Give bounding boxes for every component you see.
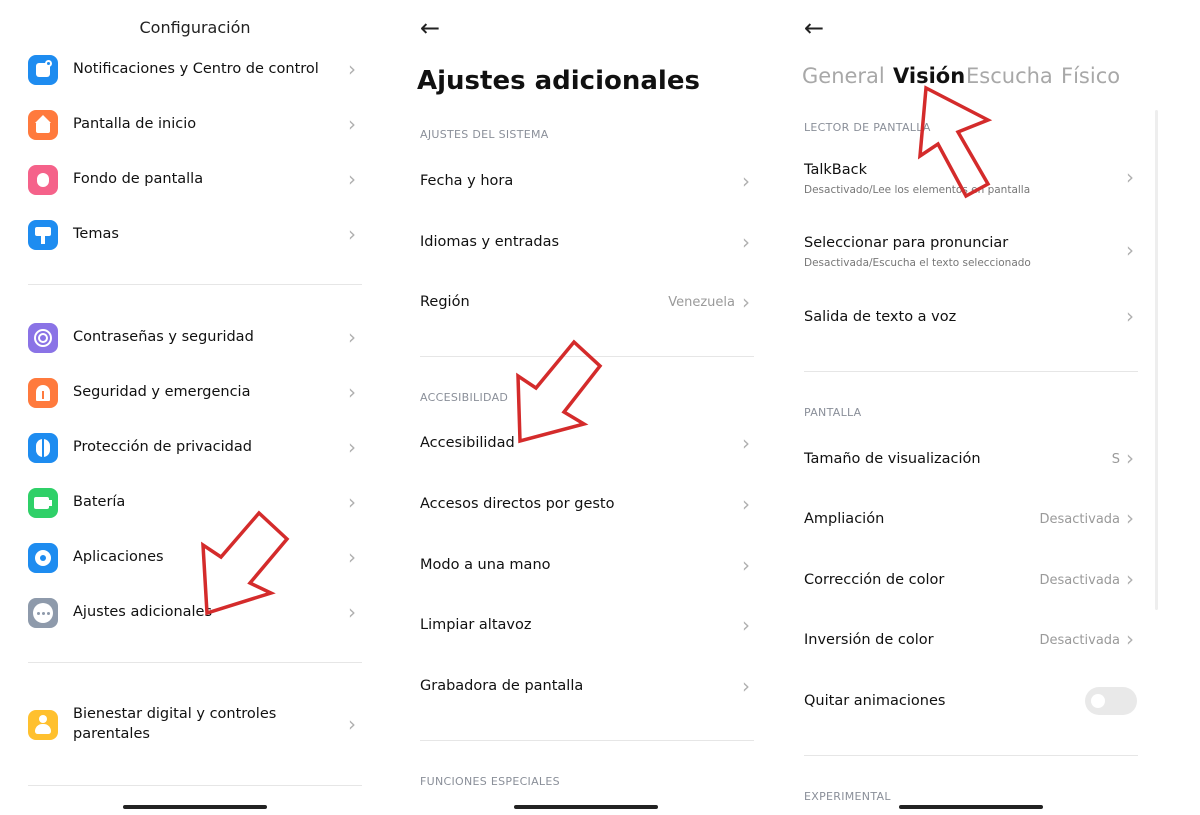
menu-item-label: Fondo de pantalla xyxy=(73,171,204,187)
menu-item-color-correction[interactable] xyxy=(780,557,1150,607)
tab-hearing[interactable]: Escucha xyxy=(966,64,1053,88)
section-header: FUNCIONES ESPECIALES xyxy=(420,775,560,788)
menu-item-subtitle: Desactivado/Lee los elementos en pantalla xyxy=(804,184,1031,196)
chevron-right-icon: › xyxy=(348,167,356,191)
menu-item-label: Salida de texto a voz xyxy=(804,309,957,325)
chevron-right-icon: › xyxy=(1126,567,1134,591)
menu-item-label: Contraseñas y seguridad xyxy=(73,329,254,345)
battery-icon xyxy=(28,488,58,518)
chevron-right-icon: › xyxy=(742,553,750,577)
menu-item-label: Pantalla de inicio xyxy=(73,116,197,132)
menu-item-label: Quitar animaciones xyxy=(804,693,946,709)
section-header: ACCESIBILIDAD xyxy=(420,391,509,404)
divider xyxy=(420,740,754,741)
chevron-right-icon: › xyxy=(742,230,750,254)
menu-item-remove-animations xyxy=(780,678,1150,728)
menu-item-label: Idiomas y entradas xyxy=(420,234,560,250)
menu-item-label: Aplicaciones xyxy=(73,549,164,565)
remove-animations-toggle[interactable] xyxy=(1085,687,1137,715)
chevron-right-icon: › xyxy=(1126,304,1134,328)
tab-vision[interactable]: Visión xyxy=(893,64,966,88)
menu-item-magnification[interactable] xyxy=(780,496,1150,546)
menu-item-label: Ajustes adicionales xyxy=(73,604,213,620)
back-arrow-icon[interactable]: ← xyxy=(420,14,441,42)
menu-item-clean-speaker[interactable] xyxy=(390,601,780,651)
menu-item-home-screen[interactable] xyxy=(0,100,390,150)
page-title: Ajustes adicionales xyxy=(417,66,700,96)
chevron-right-icon: › xyxy=(1126,627,1134,651)
divider xyxy=(28,785,362,786)
color-correction-value: Desactivada xyxy=(1039,573,1120,588)
section-header: AJUSTES DEL SISTEMA xyxy=(420,128,549,141)
menu-item-label: Modo a una mano xyxy=(420,557,551,573)
menu-item-label: Ampliación xyxy=(804,511,885,527)
menu-item-label: Notificaciones y Centro de control xyxy=(73,61,319,77)
chevron-right-icon: › xyxy=(348,600,356,624)
menu-item-notifications[interactable] xyxy=(0,45,390,95)
menu-item-label: TalkBack xyxy=(804,162,867,178)
more-icon xyxy=(28,598,58,628)
menu-item-safety-emergency[interactable] xyxy=(0,368,390,418)
divider xyxy=(28,662,362,663)
menu-item-one-hand-mode[interactable] xyxy=(390,541,780,591)
emergency-icon xyxy=(28,378,58,408)
menu-item-label: Batería xyxy=(73,494,126,510)
wallpaper-icon xyxy=(28,165,58,195)
color-inversion-value: Desactivada xyxy=(1039,633,1120,648)
menu-item-label: Seleccionar para pronunciar xyxy=(804,235,1009,251)
annotation-arrow xyxy=(912,84,997,199)
chevron-right-icon: › xyxy=(742,674,750,698)
section-header: EXPERIMENTAL xyxy=(804,790,891,803)
chevron-right-icon: › xyxy=(742,290,750,314)
chevron-right-icon: › xyxy=(348,435,356,459)
menu-item-label: Corrección de color xyxy=(804,572,945,588)
divider xyxy=(28,284,362,285)
section-header: LECTOR DE PANTALLA xyxy=(804,121,931,134)
menu-item-label: Inversión de color xyxy=(804,632,934,648)
tab-general[interactable]: General xyxy=(802,64,885,88)
menu-item-wallpaper[interactable] xyxy=(0,155,390,205)
menu-item-screen-recorder[interactable] xyxy=(390,662,780,712)
back-arrow-icon[interactable]: ← xyxy=(804,14,825,42)
menu-item-color-inversion[interactable] xyxy=(780,617,1150,667)
chevron-right-icon: › xyxy=(742,169,750,193)
menu-item-region[interactable] xyxy=(390,278,780,328)
menu-item-label: Protección de privacidad xyxy=(73,439,252,455)
themes-icon xyxy=(28,220,58,250)
page-title: Configuración xyxy=(139,18,251,37)
menu-item-themes[interactable] xyxy=(0,210,390,260)
chevron-right-icon: › xyxy=(348,57,356,81)
chevron-right-icon: › xyxy=(348,325,356,349)
divider xyxy=(804,371,1138,372)
menu-item-label: Tamaño de visualización xyxy=(804,451,981,467)
menu-item-label: Bienestar digital y controles xyxy=(73,706,277,722)
home-indicator[interactable] xyxy=(123,805,267,809)
privacy-icon xyxy=(28,433,58,463)
settings-panel xyxy=(0,0,390,815)
menu-item-label: Limpiar altavoz xyxy=(420,617,532,633)
divider xyxy=(804,755,1138,756)
chevron-right-icon: › xyxy=(1126,506,1134,530)
chevron-right-icon: › xyxy=(348,490,356,514)
scrollbar[interactable] xyxy=(1155,110,1158,610)
menu-item-label: Accesibilidad xyxy=(420,435,515,451)
apps-gear-icon xyxy=(28,543,58,573)
region-value: Venezuela xyxy=(668,295,735,310)
home-icon xyxy=(28,110,58,140)
menu-item-subtitle: Desactivada/Escucha el texto seleccionado xyxy=(804,257,1031,269)
menu-item-languages[interactable] xyxy=(390,218,780,268)
menu-item-label: Accesos directos por gesto xyxy=(420,496,615,512)
menu-item-label: Fecha y hora xyxy=(420,173,514,189)
section-header: PANTALLA xyxy=(804,406,862,419)
fingerprint-icon xyxy=(28,323,58,353)
menu-item-label: Temas xyxy=(73,226,119,242)
accessibility-panel xyxy=(780,0,1200,815)
wellbeing-icon xyxy=(28,710,58,740)
toggle-knob xyxy=(1091,694,1105,708)
chevron-right-icon: › xyxy=(742,492,750,516)
menu-item-label-line2: parentales xyxy=(73,726,150,742)
chevron-right-icon: › xyxy=(348,380,356,404)
home-indicator[interactable] xyxy=(514,805,658,809)
chevron-right-icon: › xyxy=(348,222,356,246)
menu-item-passwords-security[interactable] xyxy=(0,313,390,363)
menu-item-digital-wellbeing[interactable] xyxy=(0,700,390,750)
display-size-value: S xyxy=(1111,452,1120,467)
menu-item-date-time[interactable] xyxy=(390,157,780,207)
magnification-value: Desactivada xyxy=(1039,512,1120,527)
menu-item-label: Grabadora de pantalla xyxy=(420,678,584,694)
chevron-right-icon: › xyxy=(1126,238,1134,262)
menu-item-text-to-speech[interactable] xyxy=(780,294,1150,344)
notification-icon xyxy=(28,55,58,85)
annotation-arrow xyxy=(195,505,295,620)
menu-item-label: Seguridad y emergencia xyxy=(73,384,251,400)
menu-item-select-to-speak[interactable] xyxy=(780,228,1150,278)
annotation-arrow xyxy=(510,336,610,451)
chevron-right-icon: › xyxy=(742,613,750,637)
menu-item-display-size[interactable] xyxy=(780,436,1150,486)
chevron-right-icon: › xyxy=(348,712,356,736)
menu-item-privacy[interactable] xyxy=(0,423,390,473)
tab-physical[interactable]: Físico xyxy=(1061,64,1121,88)
chevron-right-icon: › xyxy=(348,545,356,569)
menu-item-label: Región xyxy=(420,294,470,310)
chevron-right-icon: › xyxy=(742,431,750,455)
chevron-right-icon: › xyxy=(348,112,356,136)
chevron-right-icon: › xyxy=(1126,165,1134,189)
additional-settings-panel xyxy=(390,0,780,815)
chevron-right-icon: › xyxy=(1126,446,1134,470)
home-indicator[interactable] xyxy=(899,805,1043,809)
menu-item-gesture-shortcuts[interactable] xyxy=(390,480,780,530)
